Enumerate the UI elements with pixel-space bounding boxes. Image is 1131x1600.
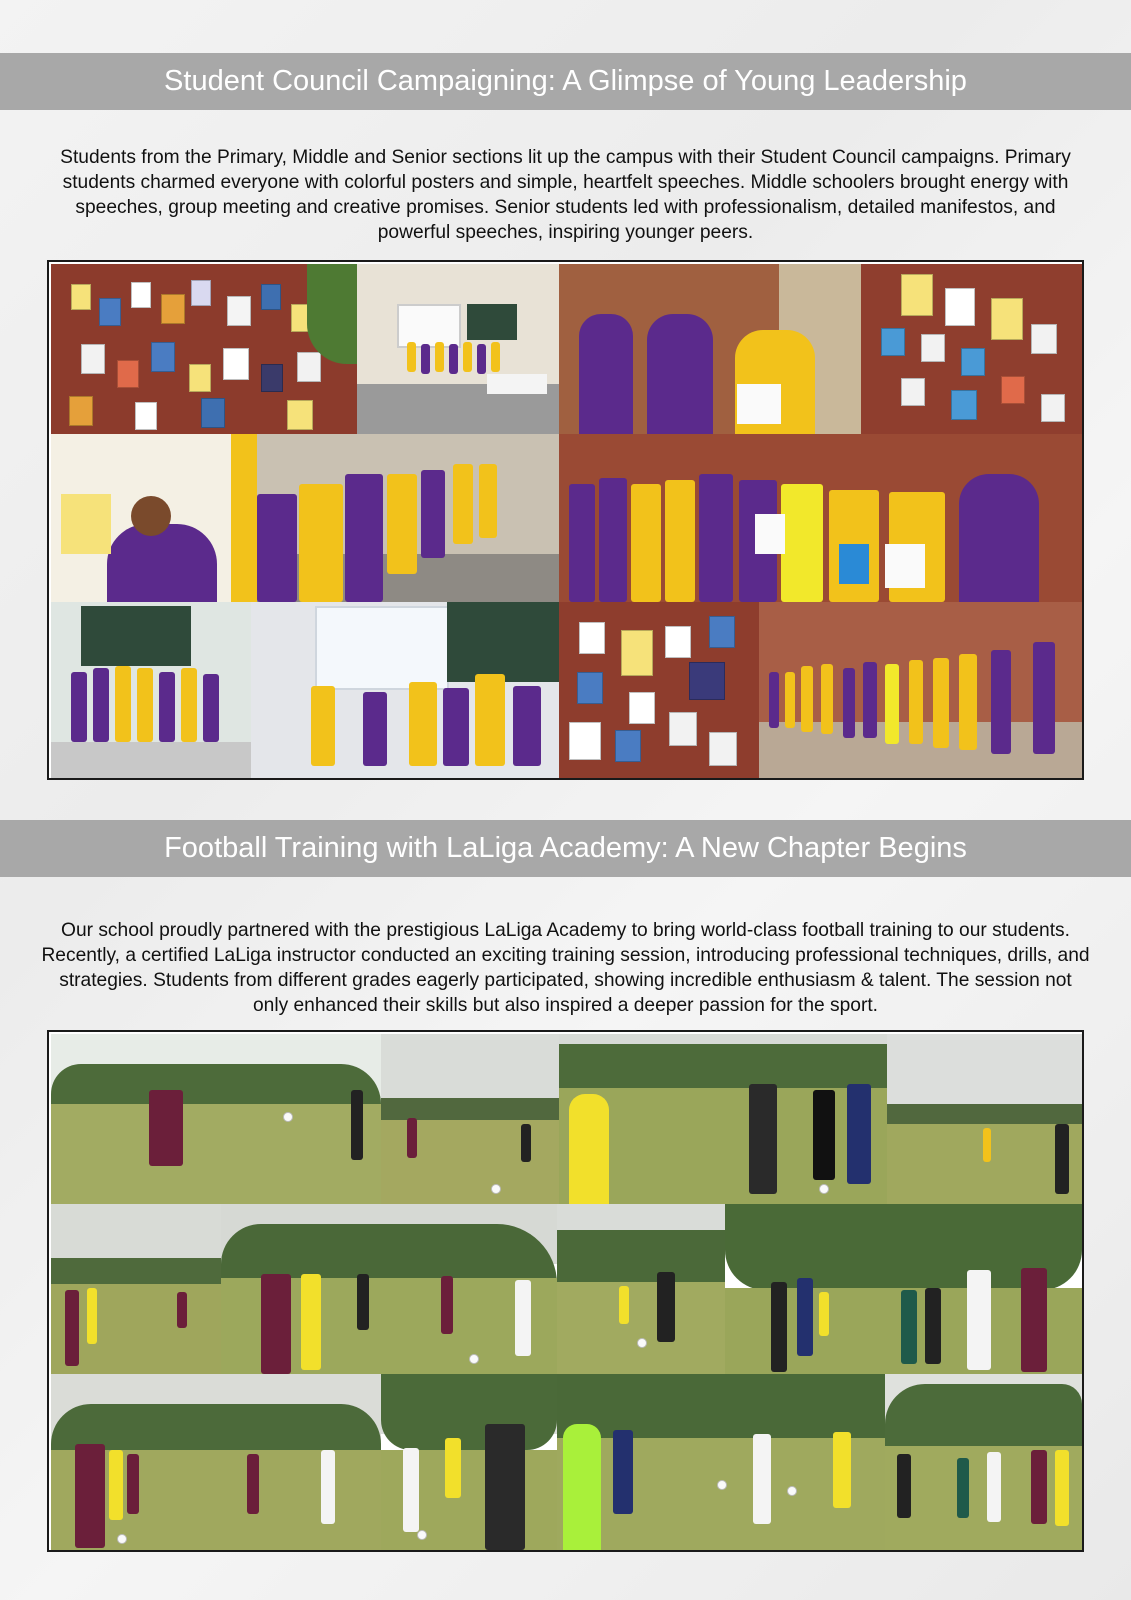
photo-middle-school-corridor: [257, 434, 559, 602]
photo-football-dribbling: [221, 1204, 557, 1374]
photo-football-cone-drill: [557, 1374, 885, 1550]
photo-football-drill-field: [381, 1034, 559, 1204]
photo-football-passing: [51, 1374, 381, 1550]
photo-primary-classroom: [357, 264, 559, 434]
photo-senior-speech: [559, 264, 861, 434]
photo-football-practice-end: [885, 1374, 1082, 1550]
photo-football-kick: [51, 1034, 381, 1204]
section-heading-student-council: Student Council Campaigning: A Glimpse of Young Leadership: [0, 53, 1131, 110]
photo-football-sprint: [557, 1204, 725, 1374]
photo-football-group-one: [51, 1204, 221, 1374]
photo-senior-poster-wall: [559, 602, 759, 778]
photo-football-far-field: [887, 1034, 1082, 1204]
photo-primary-student-poster: [51, 434, 257, 602]
section-heading-football-training: Football Training with LaLiga Academy: A New Chapter Begins: [0, 820, 1131, 877]
section-paragraph-football-training: Our school proudly partnered with the prestigious LaLiga Academy to bring world-class football training to our students. Recently, a certified LaLiga instructor conducted an exciting training session, introducing professional techniques, drills, and strategies. Students from different grades eagerly participated, showing incredible enthusiasm & talent. The session not only enhanced their skills but also inspired a deeper passion for the sport.: [41, 920, 1090, 1016]
photo-middle-school-board: [861, 264, 1082, 434]
photo-senior-line-up: [559, 434, 1082, 602]
photo-poster-wall: [51, 264, 357, 434]
photo-football-coach-demo: [381, 1374, 557, 1550]
student-council-photo-gallery: [47, 260, 1084, 780]
photo-primary-smartboard: [251, 602, 559, 778]
photo-football-team-practice: [725, 1204, 1082, 1374]
photo-football-instructor: [559, 1034, 887, 1204]
section-paragraph-student-council: Students from the Primary, Middle and Senior sections lit up the campus with their Student Council campaigns. Primary students charmed everyone with colorful posters and simple, heartfelt speeches. Middle schoolers brought energy with speeches, group meeting and creative promises. Senior students led with professionalism, detailed manifestos, and powerful speeches, inspiring younger peers.: [60, 147, 1071, 243]
photo-senior-corridor-line: [759, 602, 1082, 778]
photo-primary-classroom-group: [51, 602, 251, 778]
football-training-photo-gallery: [47, 1030, 1084, 1552]
